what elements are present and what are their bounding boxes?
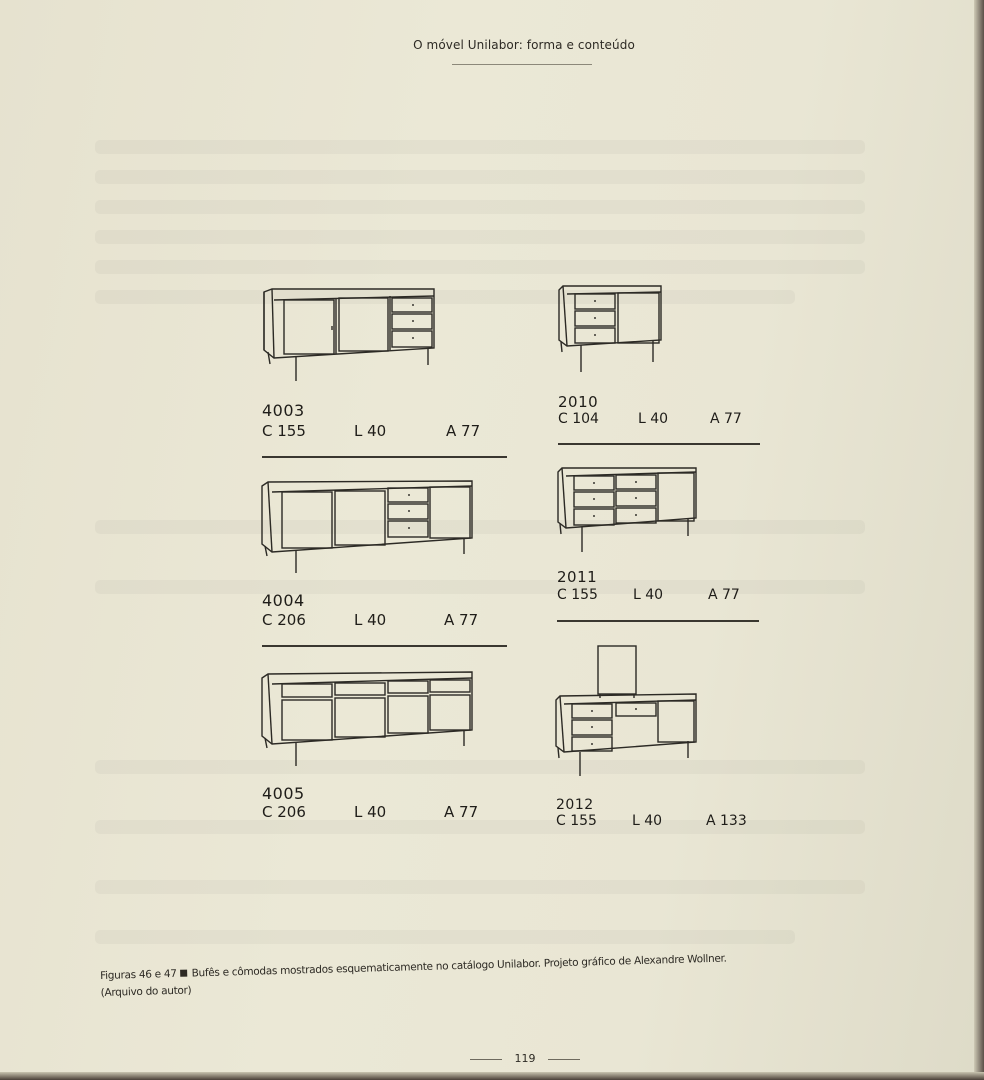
dim-a-4003: A 77 [446,422,481,440]
product-code-4005: 4005 [262,784,305,803]
sideboard-4004-drawing [260,480,476,576]
book-bottom-edge [0,1072,984,1080]
dresser-2010-drawing [557,284,665,376]
dim-a-2011: A 77 [708,587,740,603]
dim-l-2010: L 40 [638,411,669,427]
running-head: O móvel Unilabor: forma e conteúdo [413,38,635,52]
vanity-2012-drawing [554,644,702,780]
book-spine-edge [974,0,984,1080]
divider-rule [557,620,759,622]
dim-c-4003: C 155 [262,422,306,440]
caption-label: Figuras 46 e 47 [100,967,177,982]
product-code-2011: 2011 [557,568,598,586]
dim-l-2011: L 40 [633,587,664,603]
caption-text: Bufês e cômodas mostrados esquematicamente no catálogo Unilabor. Projeto gráfico de Alexandre Wollner. [191,952,727,980]
product-code-4004: 4004 [262,591,305,610]
dim-c-4004: C 206 [262,611,306,629]
dim-c-4005: C 206 [262,803,306,821]
caption-square-bullet-icon [181,970,188,977]
running-head-rule [452,64,592,65]
dim-a-4004: A 77 [444,611,479,629]
dim-a-2012: A 133 [706,813,747,829]
dim-l-4004: L 40 [354,611,387,629]
sideboard-4005-drawing [260,670,476,770]
divider-rule [262,456,507,458]
dim-l-2012: L 40 [632,813,663,829]
page-number: 119 [470,1052,580,1065]
figure-caption [100,946,891,1002]
dim-c-2012: C 155 [556,813,597,829]
divider-rule [558,443,760,445]
dresser-2011-drawing [556,466,700,558]
dim-a-4005: A 77 [444,803,479,821]
dim-l-4003: L 40 [354,422,387,440]
dim-a-2010: A 77 [710,411,742,427]
sideboard-4003-drawing [262,288,438,384]
caption-credit: (Arquivo do autor) [100,984,192,999]
dim-l-4005: L 40 [354,803,387,821]
dim-c-2011: C 155 [557,587,598,603]
product-code-4003: 4003 [262,401,305,420]
product-code-2012: 2012 [556,797,594,813]
divider-rule [262,645,507,647]
dim-c-2010: C 104 [558,411,599,427]
product-code-2010: 2010 [558,393,599,411]
